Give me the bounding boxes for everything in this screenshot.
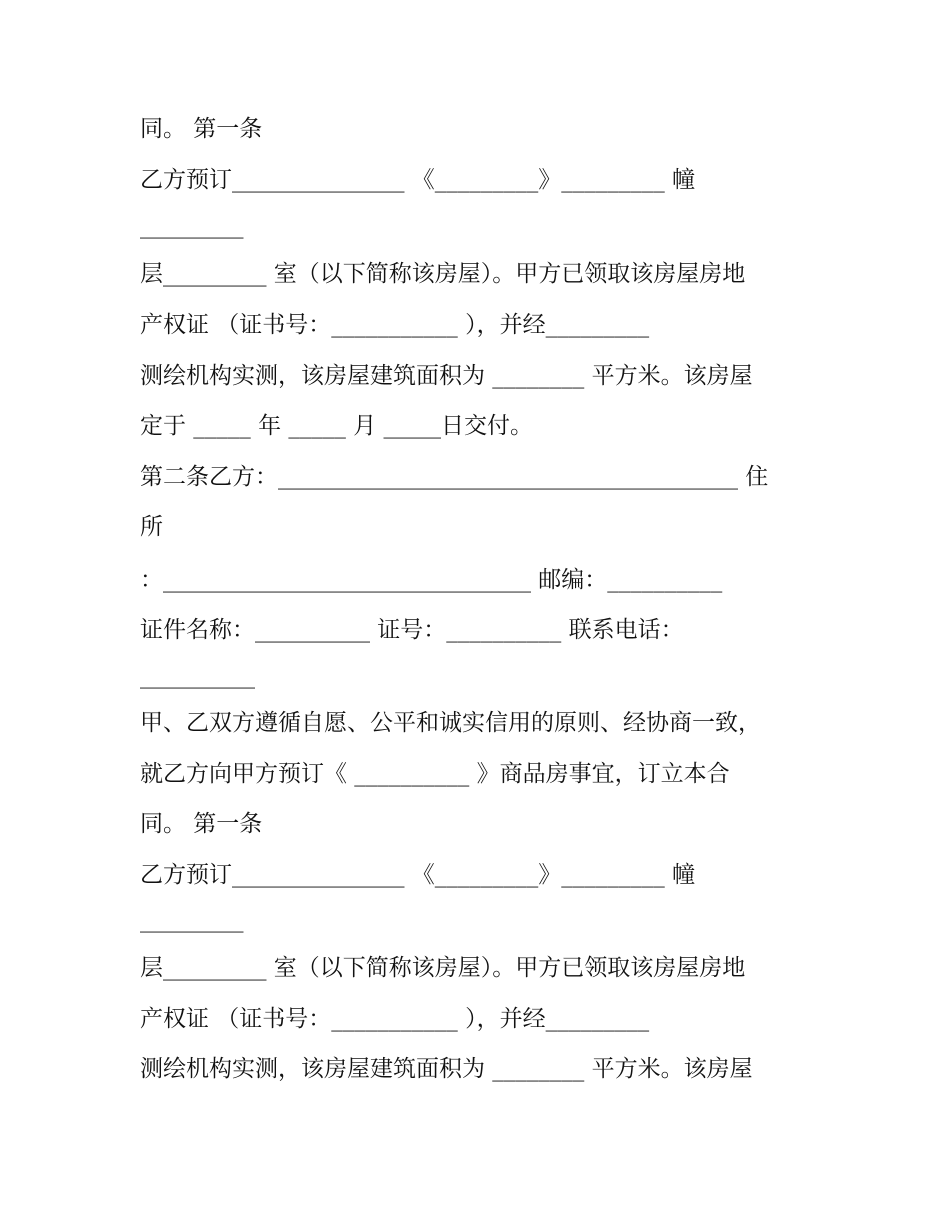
text-line: 所 [140, 514, 163, 540]
text-line: __________ [140, 663, 255, 689]
text-line: 产权证 （证书号：___________ ），并经_________ [140, 312, 650, 338]
text-line: 乙方预订_______________ 《_________》_________ 幢 [140, 167, 696, 193]
text-line: 层_________ 室（以下简称该房屋）。甲方已领取该房屋房地 [140, 955, 746, 981]
text-line: 同。 第一条 [140, 811, 263, 837]
text-line: 同。 第一条 [140, 116, 263, 142]
text-line: 乙方预订_______________ 《_________》_________ 幢 [140, 862, 696, 888]
text-line: _________ [140, 907, 244, 933]
text-line: ：________________________________ 邮编：__________ [140, 567, 723, 593]
text-line: 产权证 （证书号：___________ ），并经_________ [140, 1006, 650, 1032]
text-line: 定于 _____ 年 _____ 月 _____日交付。 [140, 413, 534, 439]
text-line: 甲、乙双方遵循自愿、公平和诚实信用的原则、经协商一致， [140, 710, 761, 736]
text-line: 层_________ 室（以下简称该房屋）。甲方已领取该房屋房地 [140, 261, 746, 287]
text-line: 证件名称：__________ 证号：__________ 联系电话： [140, 617, 684, 643]
text-line: _________ [140, 213, 244, 239]
text-line: 第二条乙方：________________________________________ 住 [140, 464, 769, 490]
text-line: 测绘机构实测，该房屋建筑面积为 ________ 平方米。该房屋 [140, 363, 753, 389]
text-line: 就乙方向甲方预订《 __________ 》商品房事宜，订立本合 [140, 761, 730, 787]
text-line: 测绘机构实测，该房屋建筑面积为 ________ 平方米。该房屋 [140, 1056, 753, 1082]
